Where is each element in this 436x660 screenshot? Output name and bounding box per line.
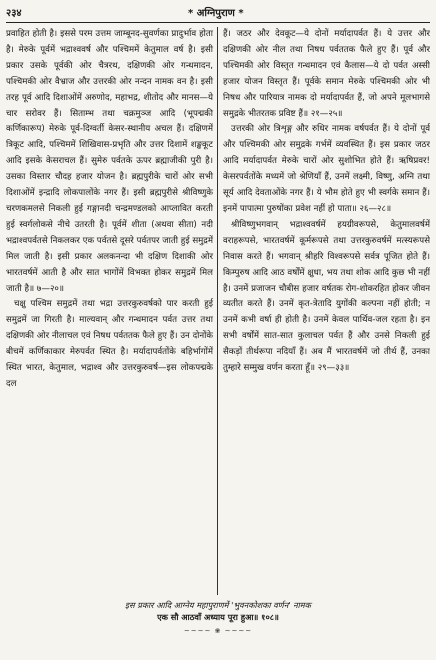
chapter-colophon bbox=[6, 599, 430, 637]
text-columns bbox=[6, 27, 430, 595]
running-title: * अग्निपुराण * bbox=[188, 8, 244, 19]
page-number: २३४ bbox=[6, 8, 22, 19]
colophon-line-2: एक सौ आठवाँ अध्याय पूरा हुआ॥ १०८॥ bbox=[157, 612, 279, 622]
paragraph: चक्षु पश्चिम समुद्रमें तथा भद्रा उत्तरकुरुवर्षको पार करती हुई समुद्रमें जा गिरती है। माल्यवान् और गन्धमादन पर्वत उत्तर तथा दक्षिणकी ओर नीलाचल एवं निषध पर्वततक फैले हुए हैं। उन दोनोंके बीचमें कर्णिकाकार मेरुपर्वत स्थित है। मर्यादापर्वतोंके बहिर्भागोंमें स्थित भारत, केतुमाल, भद्राश्व और उत्तरकुरुवर्ष—इस लोकपद्मके दल bbox=[6, 299, 213, 389]
right-column bbox=[218, 27, 430, 595]
left-column bbox=[6, 27, 218, 595]
colophon-line-1: इस प्रकार आदि आग्नेय महापुराणमें 'भुवनकोशका वर्णन' नामक bbox=[125, 600, 311, 610]
paragraph: हैं। जठर और देवकूट—ये दोनों मर्यादापर्वत हैं। ये उत्तर और दक्षिणकी ओर नील तथा निषध पर्वततक फैले हुए हैं। पूर्व और पश्चिमकी ओर विस्तृत गन्धमादन एवं कैलास—ये दो पर्वत अस्सी हजार योजन विस्तृत हैं। पूर्वके समान मेरुके पश्चिमकी ओर भी निषध और पारियात्र नामक दो मर्यादापर्वत हैं, जो अपने मूलभागसे समुद्रके भीतरतक प्रविष्ट हैं॥ २१—२५॥ bbox=[223, 29, 430, 119]
ornament-divider: ~~~~ ❀ ~~~~ bbox=[183, 627, 253, 635]
paragraph: प्रवाहित होती है। इससे परम उत्तम जाम्बूनद-सुवर्णका प्रादुर्भाव होता है। मेरुके पूर्वमें भद्राश्ववर्ष और पश्चिममें केतुमाल वर्ष है। इसी प्रकार उसके पूर्वकी ओर चैत्ररथ, दक्षिणकी ओर गन्धमादन, पश्चिमकी ओर वैभ्राज और उत्तरकी ओर नन्दन नामक वन है। इसी तरह पूर्व आदि दिशाओंमें अरुणोद, महाभद्र, शीतोद और मानस—ये चार सरोवर हैं। सिताम्भ तथा चक्रमुञ्ज आदि (भूपद्मकी कर्णिकारूप) मेरुके पूर्व-दिग्वर्ती केसर-स्थानीय अचल हैं। दक्षिणमें त्रिकूट आदि, पश्चिममें शिखिवास-प्रभृति और उत्तर दिशामें शङ्खकूट आदि इसके केसराचल हैं। सुमेरु पर्वतके ऊपर ब्रह्माजीकी पुरी है। उसका विस्तार चौदह हजार योजन है। ब्रह्मपुरीके चारों ओर सभी दिशाओंमें इन्द्रादि लोकपालोंके नगर हैं। इसी ब्रह्मपुरीसे श्रीविष्णुके चरणकमलसे निकली हुई गङ्गानदी चन्द्रमण्डलको आप्लावित करती हुई स्वर्गलोकसे नीचे उतरती है। पूर्वमें शीता (अथवा सीता) नदी भद्राश्वपर्वतसे निकलकर एक पर्वतसे दूसरे पर्वतपर जाती हुई समुद्रमें मिल जाती है। इसी प्रकार अलकनन्दा भी दक्षिण दिशाकी ओर भारतवर्षमें आती है और सात भागोंमें विभक्त होकर समुद्रमें मिल जाती है॥ ७—२०॥ bbox=[6, 29, 213, 294]
paragraph: श्रीविष्णुभगवान् भद्राश्ववर्षमें हयग्रीवरूपसे, केतुमालवर्षमें वराहरूपसे, भारतवर्षमें कूर्मरूपसे तथा उत्तरकुरुवर्षमें मत्स्यरूपसे निवास करते हैं। भगवान् श्रीहरि विश्वरूपसे सर्वत्र पूजित होते हैं। किम्पुरुष आदि आठ वर्षोंमें क्षुधा, भय तथा शोक आदि कुछ भी नहीं है। उनमें प्रजाजन चौबीस हजार वर्षतक रोग-शोकरहित होकर जीवन व्यतीत करते हैं। उनमें कृत-त्रेतादि युगोंकी कल्पना नहीं होती; न उनमें कभी वर्षा ही होती है। उनमें केवल पार्थिव-जल रहता है। इन सभी वर्षोंमें सात-सात कुलाचल पर्वत हैं और उनसे निकली हुई सैकड़ों तीर्थरूपा नदियाँ हैं। अब मैं भारतवर्षमें जो तीर्थ हैं, उनका तुम्हारे सम्मुख वर्णन करता हूँ॥ २९—३३॥ bbox=[223, 219, 430, 374]
paragraph: उत्तरकी ओर त्रिशृङ्ग और रुधिर नामक वर्षपर्वत हैं। ये दोनों पूर्व और पश्चिमकी ओर समुद्रके गर्भमें व्यवस्थित हैं। इस प्रकार जठर आदि मर्यादापर्वत मेरुके चारों ओर सुशोभित होते हैं। ऋषिप्रवर! केसरपर्वतोंके मध्यमें जो श्रेणियाँ हैं, उनमें लक्ष्मी, विष्णु, अग्नि तथा सूर्य आदि देवताओंके नगर हैं। ये भौम होते हुए भी स्वर्गके समान हैं। इनमें पापात्मा पुरुषोंका प्रवेश नहीं हो पाता॥ २६—२८॥ bbox=[223, 124, 430, 214]
page-header bbox=[6, 4, 430, 20]
header-rule bbox=[6, 22, 430, 23]
